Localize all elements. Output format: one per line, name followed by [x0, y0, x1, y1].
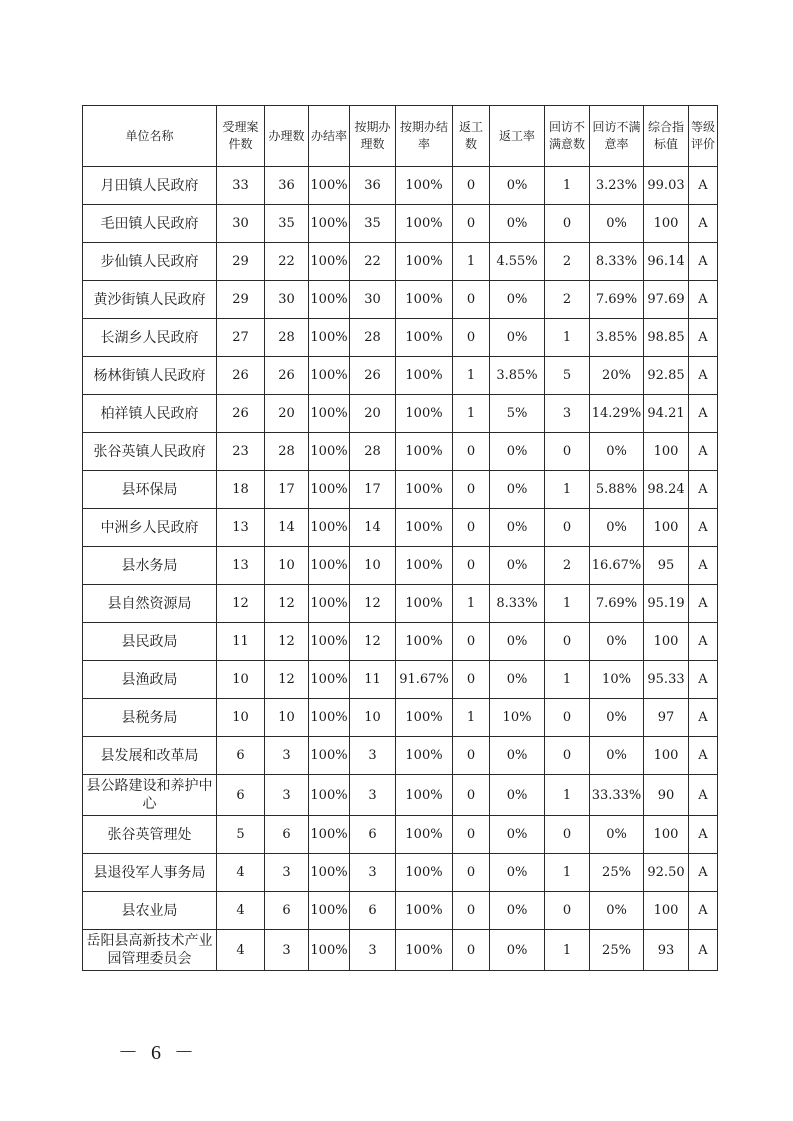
cell-ontime-count: 20: [350, 395, 396, 433]
table-row: [83, 243, 718, 281]
cell-dissatisfied-count: 1: [545, 585, 590, 623]
cell-completion-rate: 100%: [309, 243, 350, 281]
cell-completion-rate: 100%: [309, 816, 350, 854]
cell-rework-rate: 0%: [490, 892, 545, 930]
cell-dissatisfied-count: 0: [545, 205, 590, 243]
cell-completion-rate: 100%: [309, 433, 350, 471]
cell-unit-name: 县退役军人事务局: [83, 854, 217, 892]
cell-unit-name: 中洲乡人民政府: [83, 509, 217, 547]
cell-ontime-count: 26: [350, 357, 396, 395]
cell-composite-index: 100: [644, 816, 689, 854]
cell-ontime-rate: 100%: [396, 509, 453, 547]
cell-ontime-rate: 100%: [396, 167, 453, 205]
cell-handled-count: 3: [265, 854, 309, 892]
cell-grade: A: [689, 930, 718, 971]
cell-unit-name: 杨林街镇人民政府: [83, 357, 217, 395]
cell-accepted-cases: 29: [217, 243, 265, 281]
cell-grade: A: [689, 699, 718, 737]
cell-rework-count: 0: [453, 319, 490, 357]
cell-dissatisfied-count: 1: [545, 930, 590, 971]
cell-completion-rate: 100%: [309, 471, 350, 509]
header-unit-name: 单位名称: [83, 106, 217, 167]
table-row: [83, 737, 718, 775]
cell-completion-rate: 100%: [309, 547, 350, 585]
cell-accepted-cases: 12: [217, 585, 265, 623]
cell-rework-rate: 0%: [490, 167, 545, 205]
cell-unit-name: 毛田镇人民政府: [83, 205, 217, 243]
cell-grade: A: [689, 357, 718, 395]
cell-ontime-count: 30: [350, 281, 396, 319]
cell-composite-index: 100: [644, 623, 689, 661]
cell-unit-name: 柏祥镇人民政府: [83, 395, 217, 433]
cell-ontime-count: 12: [350, 585, 396, 623]
cell-ontime-count: 10: [350, 699, 396, 737]
cell-dissatisfied-rate: 0%: [590, 816, 644, 854]
cell-grade: A: [689, 775, 718, 816]
cell-dissatisfied-count: 2: [545, 281, 590, 319]
cell-accepted-cases: 23: [217, 433, 265, 471]
cell-dissatisfied-count: 0: [545, 816, 590, 854]
cell-ontime-count: 12: [350, 623, 396, 661]
cell-grade: A: [689, 205, 718, 243]
cell-rework-count: 0: [453, 205, 490, 243]
cell-ontime-count: 17: [350, 471, 396, 509]
cell-rework-count: 1: [453, 699, 490, 737]
cell-rework-count: 0: [453, 547, 490, 585]
cell-accepted-cases: 18: [217, 471, 265, 509]
cell-ontime-rate: 100%: [396, 585, 453, 623]
cell-ontime-count: 36: [350, 167, 396, 205]
cell-ontime-rate: 100%: [396, 433, 453, 471]
cell-rework-rate: 8.33%: [490, 585, 545, 623]
header-rework-rate: 返工率: [490, 106, 545, 167]
cell-completion-rate: 100%: [309, 281, 350, 319]
cell-rework-count: 0: [453, 471, 490, 509]
cell-grade: A: [689, 167, 718, 205]
cell-unit-name: 县公路建设和养护中心: [83, 775, 217, 816]
cell-rework-count: 0: [453, 775, 490, 816]
cell-dissatisfied-rate: 0%: [590, 433, 644, 471]
cell-handled-count: 12: [265, 661, 309, 699]
cell-rework-rate: 0%: [490, 623, 545, 661]
cell-accepted-cases: 4: [217, 930, 265, 971]
cell-ontime-rate: 100%: [396, 930, 453, 971]
cell-composite-index: 100: [644, 892, 689, 930]
cell-dissatisfied-rate: 0%: [590, 892, 644, 930]
cell-ontime-rate: 100%: [396, 892, 453, 930]
cell-dissatisfied-rate: 0%: [590, 509, 644, 547]
cell-ontime-count: 14: [350, 509, 396, 547]
cell-ontime-rate: 100%: [396, 281, 453, 319]
cell-ontime-count: 28: [350, 433, 396, 471]
cell-composite-index: 94.21: [644, 395, 689, 433]
header-ontime-count: 按期办理数: [350, 106, 396, 167]
cell-ontime-rate: 100%: [396, 854, 453, 892]
cell-accepted-cases: 13: [217, 547, 265, 585]
cell-dissatisfied-rate: 7.69%: [590, 585, 644, 623]
cell-rework-count: 0: [453, 167, 490, 205]
cell-composite-index: 97: [644, 699, 689, 737]
table-row: [83, 699, 718, 737]
cell-rework-count: 0: [453, 281, 490, 319]
table-row: [83, 509, 718, 547]
cell-ontime-rate: 100%: [396, 319, 453, 357]
cell-dissatisfied-rate: 7.69%: [590, 281, 644, 319]
cell-composite-index: 93: [644, 930, 689, 971]
cell-completion-rate: 100%: [309, 699, 350, 737]
cell-ontime-count: 11: [350, 661, 396, 699]
table-row: [83, 661, 718, 699]
cell-handled-count: 3: [265, 737, 309, 775]
cell-composite-index: 95: [644, 547, 689, 585]
cell-rework-count: 0: [453, 854, 490, 892]
cell-dissatisfied-count: 3: [545, 395, 590, 433]
cell-ontime-count: 3: [350, 775, 396, 816]
cell-rework-rate: 0%: [490, 205, 545, 243]
cell-rework-count: 1: [453, 357, 490, 395]
cell-dissatisfied-rate: 5.88%: [590, 471, 644, 509]
cell-dissatisfied-rate: 16.67%: [590, 547, 644, 585]
cell-handled-count: 22: [265, 243, 309, 281]
cell-grade: A: [689, 661, 718, 699]
cell-completion-rate: 100%: [309, 357, 350, 395]
cell-rework-count: 1: [453, 585, 490, 623]
cell-rework-count: 1: [453, 243, 490, 281]
cell-rework-count: 0: [453, 737, 490, 775]
cell-grade: A: [689, 892, 718, 930]
cell-dissatisfied-count: 0: [545, 737, 590, 775]
cell-accepted-cases: 10: [217, 661, 265, 699]
cell-rework-rate: 0%: [490, 319, 545, 357]
cell-accepted-cases: 29: [217, 281, 265, 319]
cell-unit-name: 岳阳县高新技术产业园管理委员会: [83, 930, 217, 971]
cell-dissatisfied-count: 1: [545, 854, 590, 892]
cell-dissatisfied-rate: 0%: [590, 623, 644, 661]
cell-rework-rate: 0%: [490, 547, 545, 585]
cell-unit-name: 长湖乡人民政府: [83, 319, 217, 357]
cell-accepted-cases: 33: [217, 167, 265, 205]
cell-grade: A: [689, 623, 718, 661]
cell-handled-count: 36: [265, 167, 309, 205]
cell-grade: A: [689, 243, 718, 281]
table-row: [83, 930, 718, 971]
cell-grade: A: [689, 816, 718, 854]
cell-ontime-count: 22: [350, 243, 396, 281]
cell-dissatisfied-count: 0: [545, 433, 590, 471]
cell-unit-name: 步仙镇人民政府: [83, 243, 217, 281]
cell-rework-count: 0: [453, 623, 490, 661]
cell-grade: A: [689, 509, 718, 547]
table-row: [83, 395, 718, 433]
cell-dissatisfied-rate: 20%: [590, 357, 644, 395]
cell-unit-name: 月田镇人民政府: [83, 167, 217, 205]
cell-ontime-rate: 100%: [396, 243, 453, 281]
cell-handled-count: 28: [265, 319, 309, 357]
cell-unit-name: 县发展和改革局: [83, 737, 217, 775]
table-row: [83, 775, 718, 816]
cell-composite-index: 90: [644, 775, 689, 816]
cell-handled-count: 3: [265, 930, 309, 971]
cell-grade: A: [689, 737, 718, 775]
cell-rework-count: 0: [453, 509, 490, 547]
cell-unit-name: 县水务局: [83, 547, 217, 585]
cell-unit-name: 县税务局: [83, 699, 217, 737]
cell-dissatisfied-rate: 33.33%: [590, 775, 644, 816]
cell-handled-count: 26: [265, 357, 309, 395]
cell-accepted-cases: 6: [217, 775, 265, 816]
cell-ontime-count: 3: [350, 930, 396, 971]
cell-accepted-cases: 4: [217, 854, 265, 892]
cell-composite-index: 100: [644, 433, 689, 471]
cell-ontime-count: 6: [350, 892, 396, 930]
cell-ontime-count: 10: [350, 547, 396, 585]
cell-grade: A: [689, 471, 718, 509]
cell-grade: A: [689, 281, 718, 319]
cell-dissatisfied-rate: 0%: [590, 699, 644, 737]
cell-completion-rate: 100%: [309, 892, 350, 930]
page-number: － 6 －: [118, 1042, 198, 1064]
cell-handled-count: 6: [265, 816, 309, 854]
header-rework-count: 返工数: [453, 106, 490, 167]
cell-dissatisfied-count: 1: [545, 471, 590, 509]
cell-dissatisfied-rate: 10%: [590, 661, 644, 699]
cell-accepted-cases: 4: [217, 892, 265, 930]
table-row: [83, 816, 718, 854]
cell-completion-rate: 100%: [309, 854, 350, 892]
header-completion-rate: 办结率: [309, 106, 350, 167]
cell-composite-index: 100: [644, 509, 689, 547]
cell-dissatisfied-count: 1: [545, 661, 590, 699]
cell-ontime-rate: 100%: [396, 395, 453, 433]
cell-grade: A: [689, 585, 718, 623]
cell-composite-index: 95.33: [644, 661, 689, 699]
table-row: [83, 205, 718, 243]
cell-dissatisfied-rate: 25%: [590, 854, 644, 892]
cell-rework-rate: 3.85%: [490, 357, 545, 395]
cell-dissatisfied-count: 0: [545, 699, 590, 737]
table-row: [83, 585, 718, 623]
cell-composite-index: 92.50: [644, 854, 689, 892]
cell-completion-rate: 100%: [309, 661, 350, 699]
cell-dissatisfied-count: 2: [545, 243, 590, 281]
cell-rework-rate: 0%: [490, 737, 545, 775]
cell-unit-name: 黄沙街镇人民政府: [83, 281, 217, 319]
table-row: [83, 319, 718, 357]
cell-handled-count: 10: [265, 547, 309, 585]
cell-dissatisfied-count: 0: [545, 892, 590, 930]
cell-grade: A: [689, 319, 718, 357]
cell-handled-count: 30: [265, 281, 309, 319]
cell-dissatisfied-count: 5: [545, 357, 590, 395]
cell-composite-index: 97.69: [644, 281, 689, 319]
cell-rework-rate: 0%: [490, 433, 545, 471]
cell-dissatisfied-rate: 0%: [590, 205, 644, 243]
cell-rework-count: 0: [453, 661, 490, 699]
cell-completion-rate: 100%: [309, 930, 350, 971]
cell-completion-rate: 100%: [309, 623, 350, 661]
table-row: [83, 471, 718, 509]
cell-rework-rate: 4.55%: [490, 243, 545, 281]
cell-rework-rate: 0%: [490, 775, 545, 816]
cell-rework-count: 0: [453, 433, 490, 471]
cell-unit-name: 县环保局: [83, 471, 217, 509]
cell-handled-count: 35: [265, 205, 309, 243]
cell-dissatisfied-count: 0: [545, 509, 590, 547]
cell-handled-count: 14: [265, 509, 309, 547]
cell-unit-name: 县渔政局: [83, 661, 217, 699]
cell-rework-rate: 0%: [490, 661, 545, 699]
cell-rework-rate: 10%: [490, 699, 545, 737]
table-row: [83, 854, 718, 892]
cell-handled-count: 12: [265, 585, 309, 623]
header-ontime-rate: 按期办结率: [396, 106, 453, 167]
cell-completion-rate: 100%: [309, 775, 350, 816]
cell-rework-rate: 0%: [490, 509, 545, 547]
cell-ontime-rate: 100%: [396, 357, 453, 395]
header-dissatisfied-rate: 回访不满意率: [590, 106, 644, 167]
cell-handled-count: 3: [265, 775, 309, 816]
cell-dissatisfied-rate: 14.29%: [590, 395, 644, 433]
header-accepted-cases: 受理案件数: [217, 106, 265, 167]
cell-accepted-cases: 26: [217, 357, 265, 395]
cell-accepted-cases: 30: [217, 205, 265, 243]
cell-ontime-count: 3: [350, 854, 396, 892]
cell-handled-count: 12: [265, 623, 309, 661]
cell-unit-name: 县农业局: [83, 892, 217, 930]
cell-handled-count: 28: [265, 433, 309, 471]
table-row: [83, 281, 718, 319]
cell-ontime-rate: 100%: [396, 699, 453, 737]
cell-composite-index: 95.19: [644, 585, 689, 623]
cell-ontime-rate: 100%: [396, 623, 453, 661]
cell-rework-rate: 0%: [490, 281, 545, 319]
cell-dissatisfied-rate: 3.85%: [590, 319, 644, 357]
cell-composite-index: 100: [644, 737, 689, 775]
header-dissatisfied-count: 回访不满意数: [545, 106, 590, 167]
cell-composite-index: 96.14: [644, 243, 689, 281]
cell-completion-rate: 100%: [309, 205, 350, 243]
cell-completion-rate: 100%: [309, 585, 350, 623]
header-composite-index: 综合指标值: [644, 106, 689, 167]
header-handled-count: 办理数: [265, 106, 309, 167]
cell-rework-rate: 0%: [490, 471, 545, 509]
table-row: [83, 357, 718, 395]
cell-unit-name: 县民政局: [83, 623, 217, 661]
cell-ontime-rate: 100%: [396, 471, 453, 509]
cell-rework-count: 0: [453, 892, 490, 930]
table-row: [83, 892, 718, 930]
cell-completion-rate: 100%: [309, 395, 350, 433]
cell-accepted-cases: 27: [217, 319, 265, 357]
cell-ontime-rate: 100%: [396, 737, 453, 775]
cell-ontime-count: 35: [350, 205, 396, 243]
cell-unit-name: 张谷英管理处: [83, 816, 217, 854]
cell-composite-index: 98.24: [644, 471, 689, 509]
cell-dissatisfied-rate: 3.23%: [590, 167, 644, 205]
cell-accepted-cases: 5: [217, 816, 265, 854]
cell-rework-rate: 0%: [490, 816, 545, 854]
cell-composite-index: 92.85: [644, 357, 689, 395]
cell-grade: A: [689, 395, 718, 433]
cell-ontime-rate: 100%: [396, 775, 453, 816]
cell-ontime-rate: 91.67%: [396, 661, 453, 699]
cell-rework-rate: 0%: [490, 854, 545, 892]
evaluation-table: [82, 105, 718, 971]
cell-rework-count: 0: [453, 930, 490, 971]
cell-dissatisfied-count: 1: [545, 319, 590, 357]
table-row: [83, 623, 718, 661]
table-body: [83, 167, 718, 971]
cell-completion-rate: 100%: [309, 737, 350, 775]
cell-accepted-cases: 26: [217, 395, 265, 433]
cell-composite-index: 98.85: [644, 319, 689, 357]
cell-accepted-cases: 6: [217, 737, 265, 775]
cell-grade: A: [689, 547, 718, 585]
cell-rework-count: 1: [453, 395, 490, 433]
cell-dissatisfied-count: 1: [545, 775, 590, 816]
cell-grade: A: [689, 854, 718, 892]
header-grade: 等级评价: [689, 106, 718, 167]
cell-unit-name: 县自然资源局: [83, 585, 217, 623]
cell-completion-rate: 100%: [309, 167, 350, 205]
cell-handled-count: 10: [265, 699, 309, 737]
cell-handled-count: 6: [265, 892, 309, 930]
cell-accepted-cases: 11: [217, 623, 265, 661]
cell-ontime-count: 6: [350, 816, 396, 854]
cell-dissatisfied-count: 0: [545, 623, 590, 661]
cell-handled-count: 17: [265, 471, 309, 509]
cell-composite-index: 99.03: [644, 167, 689, 205]
cell-dissatisfied-count: 2: [545, 547, 590, 585]
cell-ontime-rate: 100%: [396, 205, 453, 243]
cell-ontime-rate: 100%: [396, 547, 453, 585]
table-row: [83, 547, 718, 585]
cell-rework-rate: 5%: [490, 395, 545, 433]
cell-grade: A: [689, 433, 718, 471]
cell-accepted-cases: 13: [217, 509, 265, 547]
table-row: [83, 433, 718, 471]
cell-composite-index: 100: [644, 205, 689, 243]
cell-dissatisfied-count: 1: [545, 167, 590, 205]
table-header-row: [83, 106, 718, 167]
cell-rework-rate: 0%: [490, 930, 545, 971]
cell-accepted-cases: 10: [217, 699, 265, 737]
cell-unit-name: 张谷英镇人民政府: [83, 433, 217, 471]
cell-dissatisfied-rate: 25%: [590, 930, 644, 971]
cell-ontime-count: 28: [350, 319, 396, 357]
cell-ontime-count: 3: [350, 737, 396, 775]
table-row: [83, 167, 718, 205]
cell-handled-count: 20: [265, 395, 309, 433]
cell-dissatisfied-rate: 0%: [590, 737, 644, 775]
cell-ontime-rate: 100%: [396, 816, 453, 854]
cell-completion-rate: 100%: [309, 509, 350, 547]
cell-completion-rate: 100%: [309, 319, 350, 357]
cell-rework-count: 0: [453, 816, 490, 854]
cell-dissatisfied-rate: 8.33%: [590, 243, 644, 281]
